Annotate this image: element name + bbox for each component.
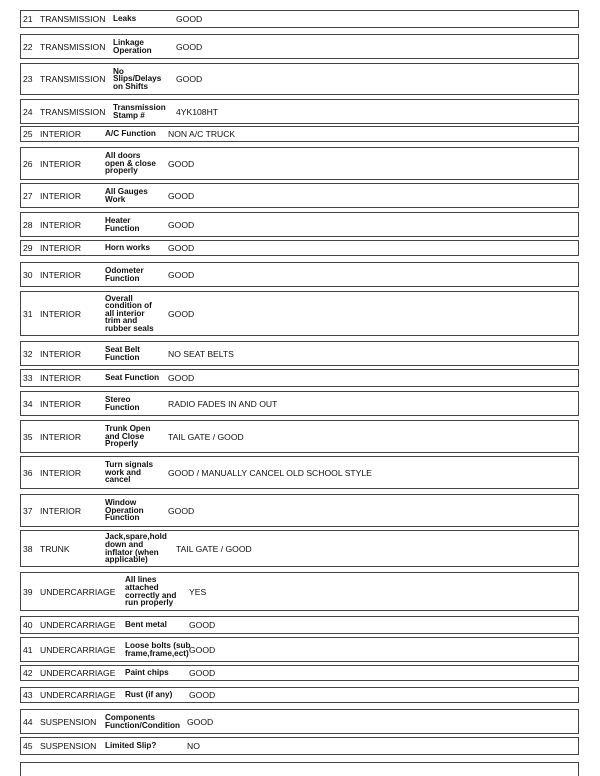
table-row xyxy=(20,687,579,703)
table-row xyxy=(20,637,579,662)
row-item: Transmission Stamp # xyxy=(113,102,166,120)
row-number: 23 xyxy=(23,74,33,84)
row-number: 32 xyxy=(23,348,33,359)
row-value: TAIL GATE / GOOD xyxy=(176,543,252,554)
row-item: Heater Function xyxy=(105,215,140,233)
row-category: TRUNK xyxy=(40,543,70,554)
row-value: GOOD xyxy=(168,269,195,280)
row-category: UNDERCARRIAGE xyxy=(40,668,116,678)
row-category: INTERIOR xyxy=(40,348,82,359)
row-number: 22 xyxy=(23,41,33,52)
row-category: INTERIOR xyxy=(40,373,82,383)
row-category: TRANSMISSION xyxy=(40,14,106,24)
table-row xyxy=(20,99,579,124)
row-value: GOOD xyxy=(187,716,214,727)
table-row xyxy=(20,262,579,287)
row-value: 4YK108HT xyxy=(176,106,219,117)
row-category: INTERIOR xyxy=(40,467,82,478)
row-value: YES xyxy=(189,586,207,597)
row-category: SUSPENSION xyxy=(40,741,97,751)
row-category: TRANSMISSION xyxy=(40,106,106,117)
row-number: 29 xyxy=(23,243,33,253)
row-number: 28 xyxy=(23,219,33,230)
table-row xyxy=(20,709,579,734)
row-number: 39 xyxy=(23,586,33,597)
row-number: 36 xyxy=(23,467,33,478)
row-value: NON A/C TRUCK xyxy=(168,129,236,139)
table-row xyxy=(20,391,579,416)
row-value: GOOD xyxy=(168,373,195,383)
row-number: 38 xyxy=(23,543,33,554)
row-category: INTERIOR xyxy=(40,398,82,409)
row-category: INTERIOR xyxy=(40,219,82,230)
row-item: Turn signals work and cancel xyxy=(105,460,154,485)
row-item: Window Operation Function xyxy=(105,498,144,523)
row-category: TRANSMISSION xyxy=(40,41,106,52)
row-category: INTERIOR xyxy=(40,190,82,201)
table-row xyxy=(20,126,579,142)
row-value: TAIL GATE / GOOD xyxy=(168,431,244,442)
row-category: INTERIOR xyxy=(40,431,82,442)
row-value: GOOD xyxy=(168,219,195,230)
row-category: UNDERCARRIAGE xyxy=(40,586,116,597)
row-number: 43 xyxy=(23,690,33,700)
row-category: UNDERCARRIAGE xyxy=(40,644,116,655)
row-item: Loose bolts (sub frame,frame,ect) xyxy=(125,640,191,658)
row-category: SUSPENSION xyxy=(40,716,97,727)
row-item: Stereo Function xyxy=(105,394,140,412)
row-number: 26 xyxy=(23,158,33,169)
row-item: No Slips/Delays on Shifts xyxy=(113,66,162,91)
table-row xyxy=(20,572,579,611)
table-row xyxy=(20,212,579,237)
table-row xyxy=(20,420,579,453)
row-category: INTERIOR xyxy=(40,308,82,319)
row-value: GOOD xyxy=(168,158,195,169)
table-row xyxy=(20,34,579,59)
table-row xyxy=(20,147,579,180)
row-category: INTERIOR xyxy=(40,158,82,169)
row-number: 21 xyxy=(23,14,33,24)
row-value: RADIO FADES IN AND OUT xyxy=(168,398,278,409)
row-item: Jack,spare,hold down and inflator (when applicable) xyxy=(105,532,167,565)
table-row xyxy=(20,183,579,208)
row-number: 33 xyxy=(23,373,33,383)
row-value: GOOD xyxy=(189,644,216,655)
row-category: INTERIOR xyxy=(40,505,82,516)
row-category: INTERIOR xyxy=(40,269,82,280)
row-number: 25 xyxy=(23,129,33,139)
row-item: Trunk Open and Close Properly xyxy=(105,424,151,449)
row-item: Bent metal xyxy=(125,620,167,630)
row-number: 34 xyxy=(23,398,33,409)
next-row-partial xyxy=(20,762,579,776)
row-value: GOOD xyxy=(176,41,203,52)
row-value: GOOD xyxy=(168,505,195,516)
row-item: All doors open & close properly xyxy=(105,151,156,176)
row-item: Odometer Function xyxy=(105,265,144,283)
row-item: Components Function/Condition xyxy=(105,712,181,730)
row-value: GOOD xyxy=(176,74,203,84)
table-row xyxy=(20,494,579,527)
row-number: 27 xyxy=(23,190,33,201)
row-item: A/C Function xyxy=(105,129,156,139)
row-value: GOOD / MANUALLY CANCEL OLD SCHOOL STYLE xyxy=(168,467,372,478)
row-number: 45 xyxy=(23,741,33,751)
row-value: GOOD xyxy=(168,190,195,201)
row-category: UNDERCARRIAGE xyxy=(40,690,116,700)
row-item: Leaks xyxy=(113,14,137,24)
row-value: GOOD xyxy=(189,668,216,678)
row-value: NO xyxy=(187,741,200,751)
table-row xyxy=(20,291,579,336)
row-number: 44 xyxy=(23,716,33,727)
row-value: GOOD xyxy=(168,243,195,253)
table-row xyxy=(20,737,579,755)
row-category: TRANSMISSION xyxy=(40,74,106,84)
row-item: Horn works xyxy=(105,243,151,253)
row-item: Limited Slip? xyxy=(105,741,157,751)
row-number: 42 xyxy=(23,668,33,678)
row-number: 37 xyxy=(23,505,33,516)
row-category: INTERIOR xyxy=(40,129,82,139)
table-row xyxy=(20,10,579,28)
row-value: GOOD xyxy=(168,308,195,319)
table-row xyxy=(20,616,579,634)
row-category: INTERIOR xyxy=(40,243,82,253)
table-row xyxy=(20,341,579,366)
row-value: GOOD xyxy=(176,14,203,24)
row-value: NO SEAT BELTS xyxy=(168,348,234,359)
row-item: Seat Function xyxy=(105,373,160,383)
row-number: 31 xyxy=(23,308,33,319)
table-row xyxy=(20,369,579,387)
row-number: 30 xyxy=(23,269,33,280)
table-row xyxy=(20,63,579,95)
row-category: UNDERCARRIAGE xyxy=(40,620,116,630)
row-value: GOOD xyxy=(189,690,216,700)
row-item: Linkage Operation xyxy=(113,37,152,55)
table-row xyxy=(20,456,579,489)
row-item: All Gauges Work xyxy=(105,186,148,204)
table-row xyxy=(20,530,579,567)
row-item: Paint chips xyxy=(125,668,169,678)
row-number: 41 xyxy=(23,644,33,655)
row-item: Overall condition of all interior trim and rubber seals xyxy=(105,293,154,333)
row-item: Seat Belt Function xyxy=(105,344,141,362)
row-number: 40 xyxy=(23,620,33,630)
row-number: 24 xyxy=(23,106,33,117)
row-item: All lines attached correctly and run properly xyxy=(125,575,177,608)
row-number: 35 xyxy=(23,431,33,442)
table-row xyxy=(20,240,579,256)
row-value: GOOD xyxy=(189,620,216,630)
row-item: Rust (if any) xyxy=(125,690,173,700)
table-row xyxy=(20,665,579,681)
